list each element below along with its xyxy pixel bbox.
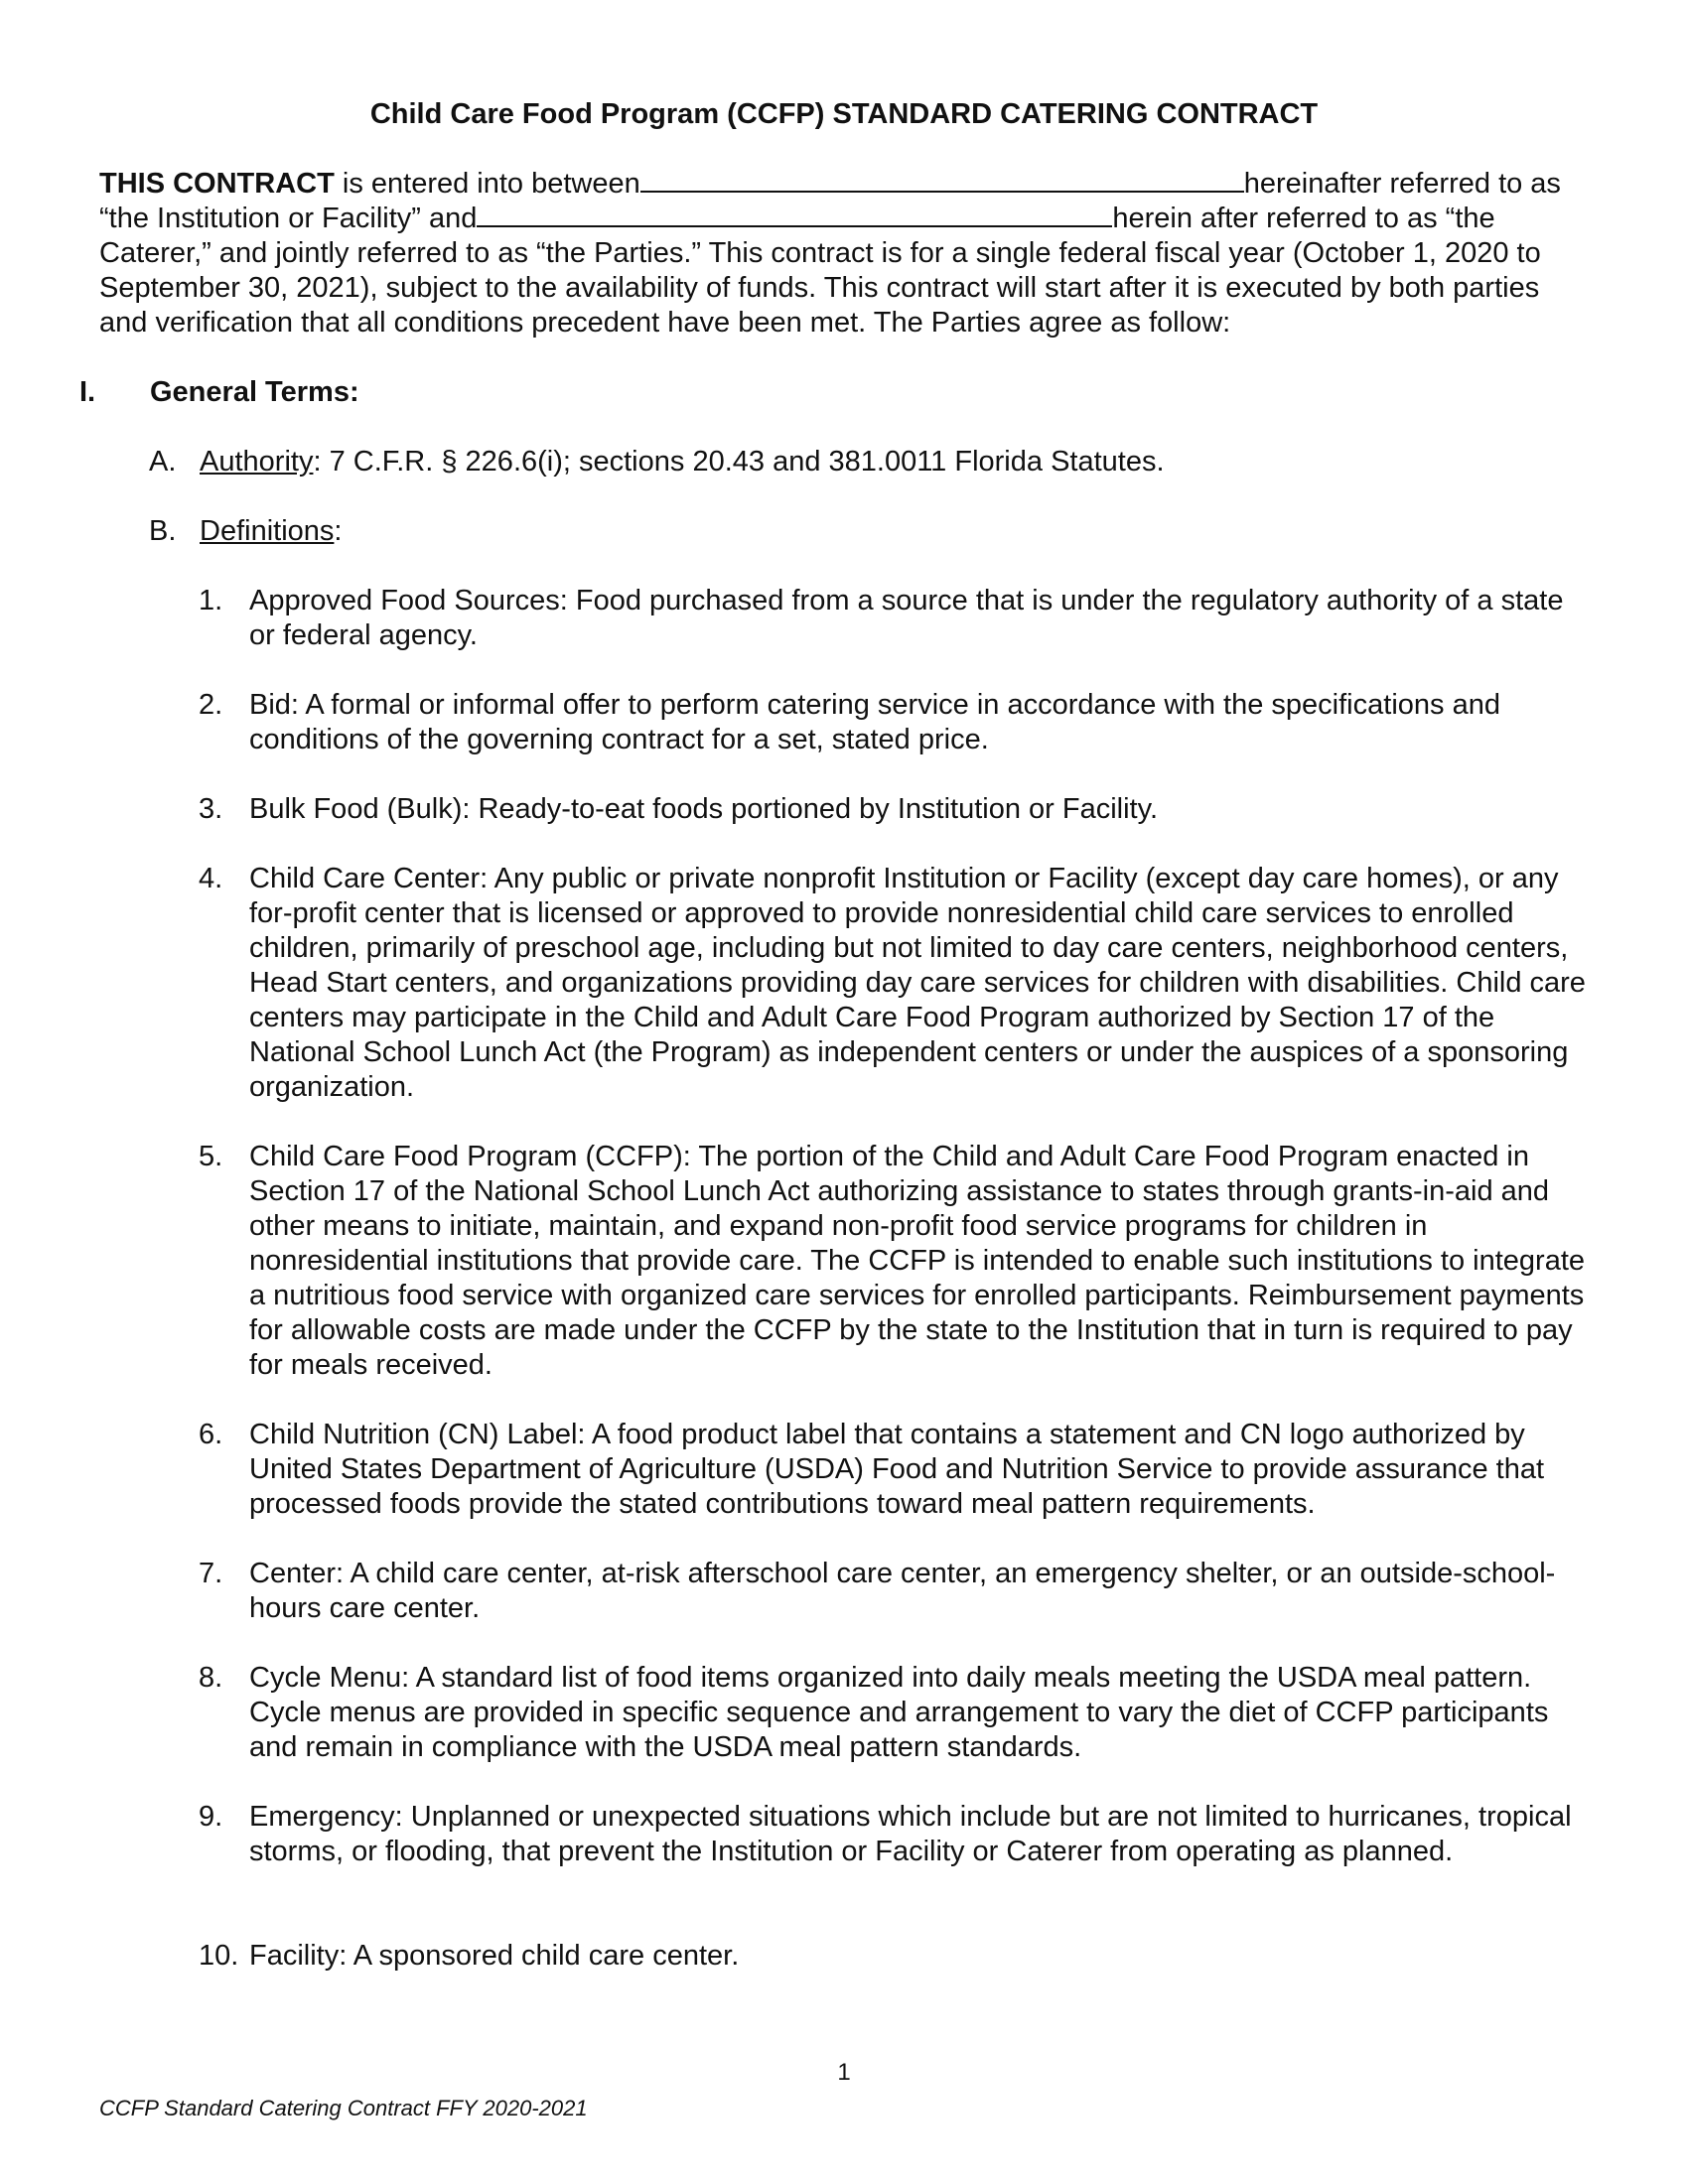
definition-number: 10.	[199, 1940, 239, 1972]
institution-name-blank[interactable]	[640, 169, 1244, 193]
section-number: I.	[79, 376, 96, 408]
definition-text: Bid: A formal or informal offer to perform catering service in accordance with the specifications and conditions of the governing contract for a set, stated price.	[249, 689, 1500, 755]
definition-number: 7.	[199, 1558, 223, 1589]
definition-text: Approved Food Sources: Food purchased from a source that is under the regulatory authority of a state or federal agency.	[249, 585, 1564, 651]
intro-part3: herein after referred to as “the Caterer,” and jointly referred to as “the Parties.” This contract is for a single federal fiscal year (October 1, 2020 to September 30, 2021), subject to the availability of funds. This contract will start after it is executed by both parties and verification that all conditions precedent have been met. The Parties agree as follow:	[99, 203, 1541, 339]
definition-text: Facility: A sponsored child care center.	[249, 1940, 740, 1972]
subsection-text: : 7 C.F.R. § 226.6(i); sections 20.43 and 381.0011 Florida Statutes.	[313, 446, 1165, 478]
footer-text: CCFP Standard Catering Contract FFY 2020-2021	[99, 2096, 588, 2120]
intro-part2: hereinafter referred to as “the Institution or Facility” and	[99, 168, 1561, 234]
definition-text: Bulk Food (Bulk): Ready-to-eat foods portioned by Institution or Facility.	[249, 793, 1159, 825]
definition-number: 5.	[199, 1141, 223, 1172]
definition-text: Child Care Food Program (CCFP): The portion of the Child and Adult Care Food Program enacted in Section 17 of the National School Lunch Act authorizing assistance to states through grants-in-aid and other means to initiate, maintain, and expand non-profit food service programs for children in nonresidential institutions that provide care. The CCFP is intended to enable such institutions to integrate a nutritious food service with organized care services for enrolled participants. Reimbursement payments for allowable costs are made under the CCFP by the state to the Institution that in turn is required to pay for meals received.	[249, 1141, 1586, 1381]
definition-number: 6.	[199, 1419, 223, 1450]
definition-text: Center: A child care center, at-risk afterschool care center, an emergency shelter, or an outside-school-hours care center.	[249, 1558, 1556, 1624]
subsection-heading: Definitions	[200, 515, 335, 547]
subsection-letter: B.	[149, 515, 177, 547]
definition-number: 2.	[199, 689, 223, 721]
definition-number: 1.	[199, 585, 223, 616]
page-number: 1	[837, 2059, 851, 2086]
caterer-name-blank[interactable]	[477, 204, 1112, 227]
definition-text: Emergency: Unplanned or unexpected situations which include but are not limited to hurricanes, tropical storms, or flooding, that prevent the Institution or Facility or Caterer from operating as planned.	[249, 1801, 1572, 1867]
definition-text: Child Care Center: Any public or private nonprofit Institution or Facility (except day care homes), or any for-profit center that is licensed or approved to provide nonresidential child care services to enrolled children, primarily of preschool age, including but not limited to day care centers, neighborhood centers, Head Start centers, and organizations providing day care services for children with disabilities. Child care centers may participate in the Child and Adult Care Food Program authorized by Section 17 of the National School Lunch Act (the Program) as independent centers or under the auspices of a sponsoring organization.	[249, 863, 1586, 1103]
subsection-letter: A.	[149, 446, 177, 478]
definition-text: Cycle Menu: A standard list of food items organized into daily meals meeting the USDA meal pattern. Cycle menus are provided in specific sequence and arrangement to vary the diet of CCFP participants and remain in compliance with the USDA meal pattern standards.	[249, 1662, 1549, 1763]
definition-number: 8.	[199, 1662, 223, 1694]
definition-number: 3.	[199, 793, 223, 825]
definition-text: Child Nutrition (CN) Label: A food product label that contains a statement and CN logo authorized by United States Department of Agriculture (USDA) Food and Nutrition Service to provide assurance that processed foods provide the stated contributions toward meal pattern requirements.	[249, 1419, 1545, 1520]
definition-number: 9.	[199, 1801, 223, 1833]
subsection-heading: Authority	[200, 446, 314, 478]
definition-number: 4.	[199, 863, 223, 894]
document-title: Child Care Food Program (CCFP) STANDARD CATERING CONTRACT	[369, 98, 1319, 130]
intro-part1: is entered into between	[334, 168, 640, 200]
intro-lead: THIS CONTRACT	[99, 168, 335, 200]
intro-paragraph	[99, 167, 1589, 341]
subsection-text: :	[334, 515, 343, 547]
section-label: General Terms:	[150, 376, 359, 408]
